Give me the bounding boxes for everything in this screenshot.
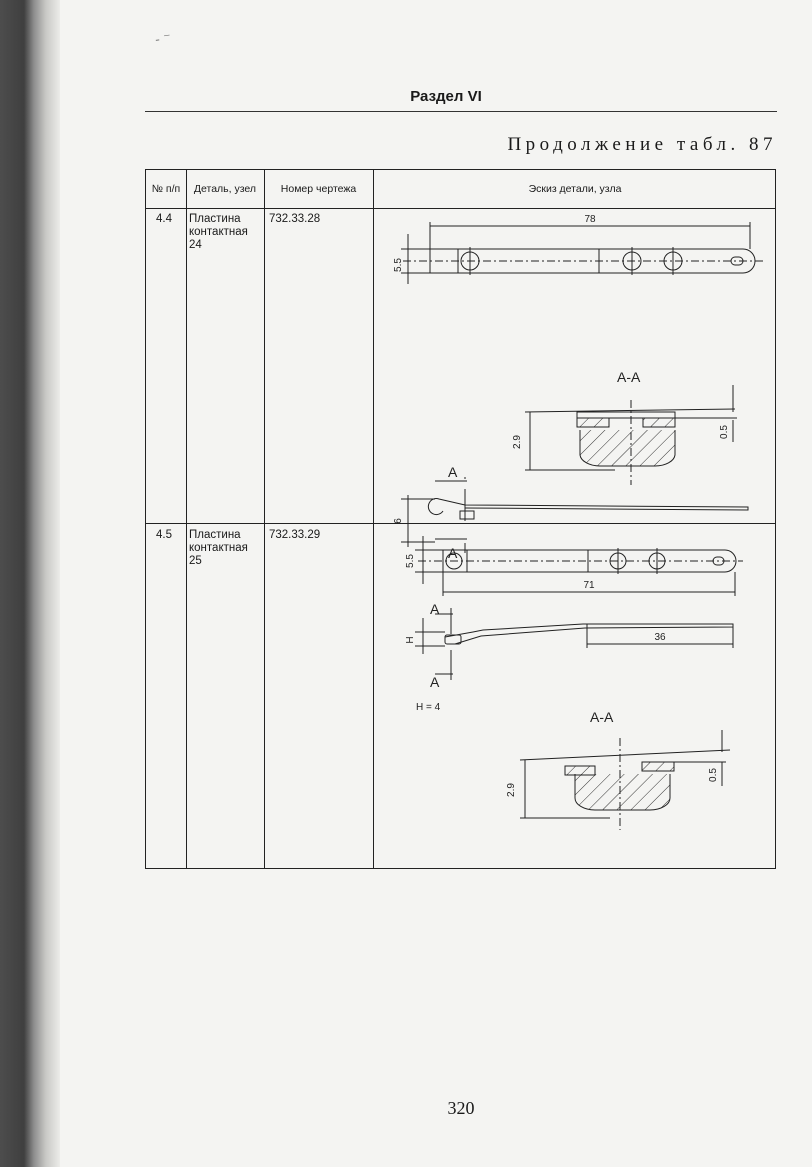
part-name: Пластина контактная 24	[189, 213, 248, 251]
dim-section-thickness: 0.5	[719, 425, 730, 439]
row-number: 4.5	[156, 529, 172, 541]
drawing-number: 732.33.28	[269, 213, 321, 225]
header-rule	[145, 111, 777, 112]
column-divider	[186, 170, 187, 868]
drawing-number: 732.33.29	[269, 529, 321, 541]
section-title: А-А	[590, 709, 614, 725]
column-header-drawing: Номер чертежа	[280, 182, 357, 195]
section-view-4-4	[505, 360, 755, 495]
page-number: 320	[447, 1098, 475, 1118]
table-continuation-caption: Продолжение табл. 87	[507, 134, 777, 155]
section-title: Раздел VI	[410, 88, 482, 105]
dim-section-thickness: 0.5	[708, 768, 719, 782]
column-header-num: № п/п	[151, 182, 181, 195]
dim-section-height: 2.9	[512, 435, 523, 449]
column-divider	[264, 170, 265, 868]
section-view-4-5	[500, 700, 750, 835]
part-name: Пластина контактная 25	[189, 529, 248, 567]
book-spine-shadow	[0, 0, 60, 1167]
dim-length: 71	[583, 580, 595, 591]
height-note: Н = 4	[416, 702, 441, 713]
section-mark-bottom: А	[430, 674, 440, 690]
dim-width: 5.5	[393, 258, 404, 272]
dim-bend-length: 36	[654, 632, 666, 643]
section-mark-top: А	[430, 601, 440, 617]
section-mark-bottom: А	[448, 545, 458, 561]
section-mark-top: А	[448, 464, 458, 480]
dim-section-height: 2.9	[506, 783, 517, 797]
row-number: 4.4	[156, 213, 172, 225]
dim-height: 6	[393, 518, 404, 524]
dim-length: 78	[584, 214, 596, 225]
column-header-sketch: Эскиз детали, узла	[528, 182, 622, 195]
dim-height-h: Н	[405, 636, 416, 644]
section-title: А-А	[617, 369, 641, 385]
pencil-mark: ‐ ⁻	[153, 28, 172, 48]
column-header-part: Деталь, узел	[193, 182, 257, 195]
dim-width: 5.5	[405, 554, 416, 568]
